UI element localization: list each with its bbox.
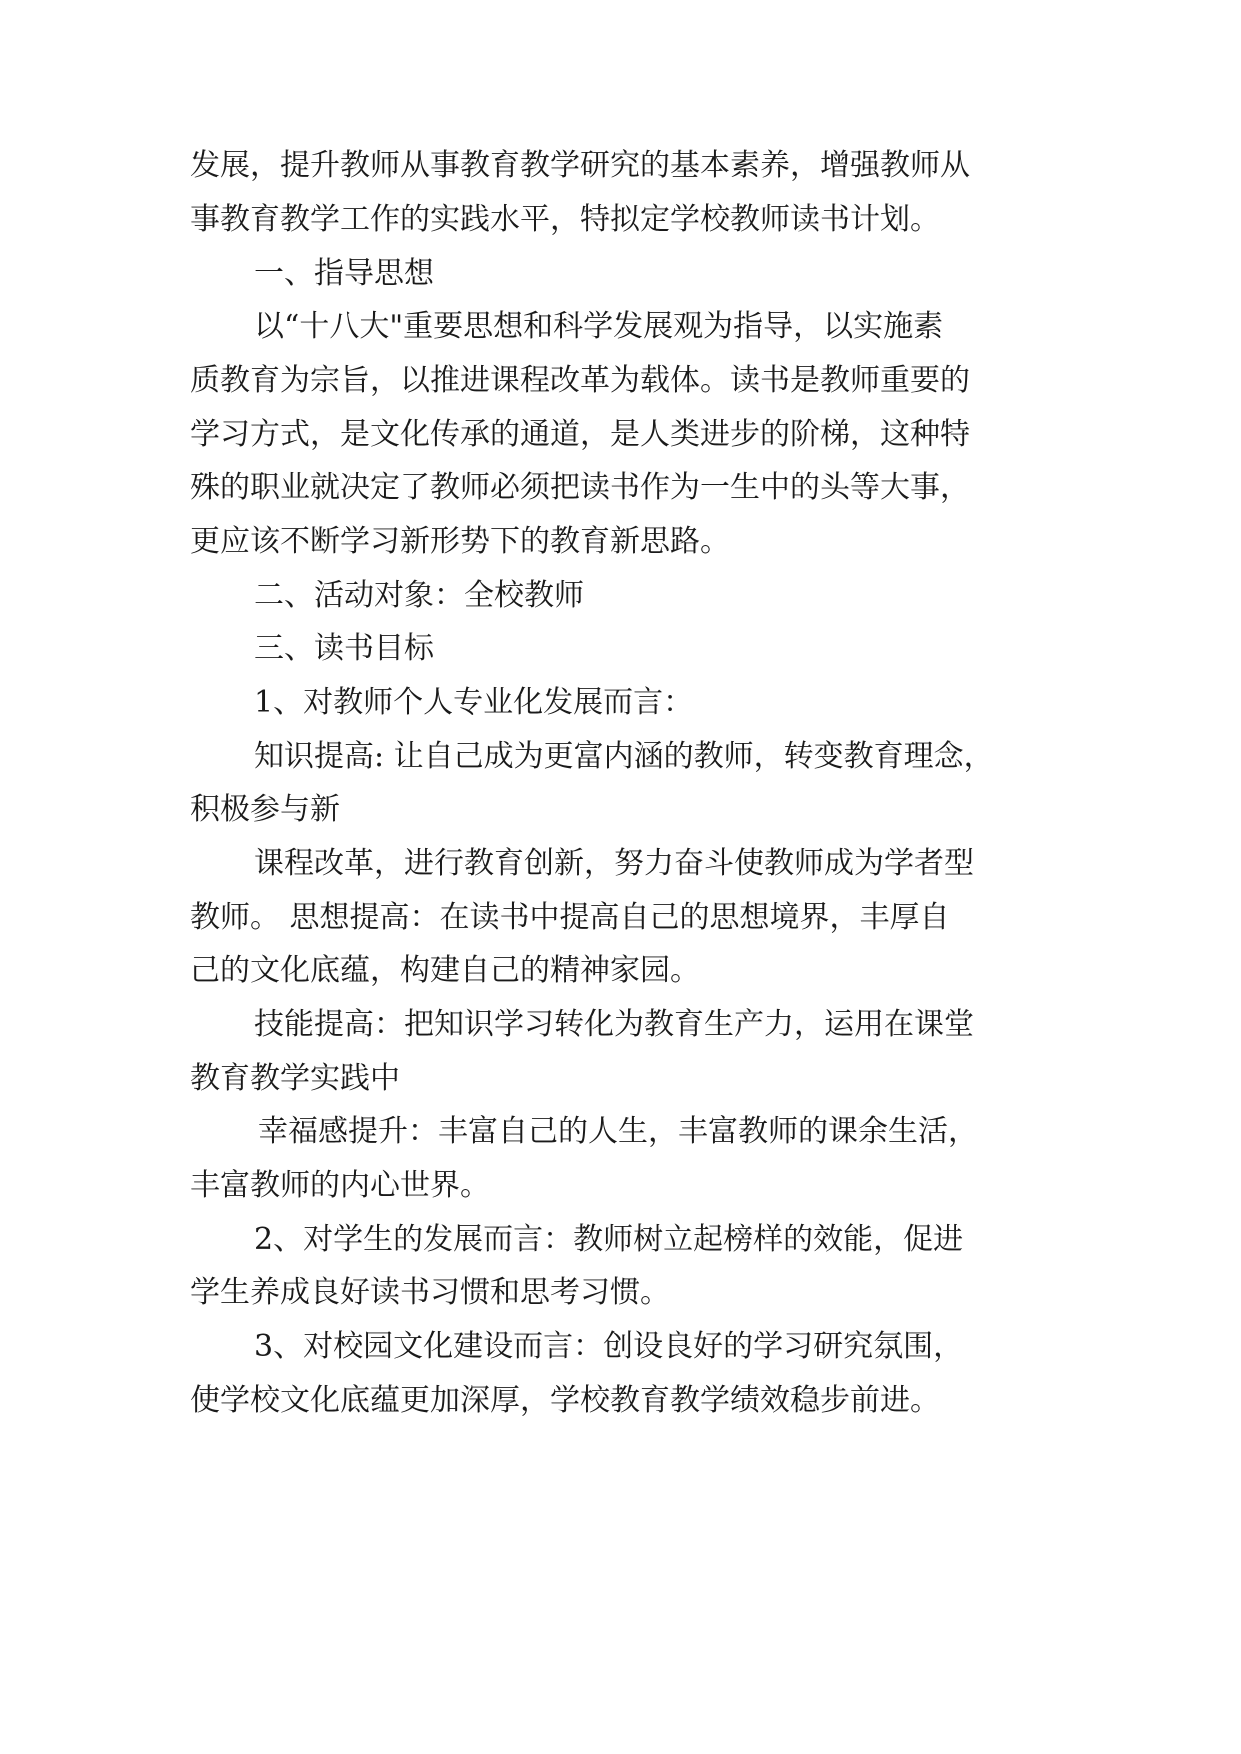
subsection-heading-3: 3、对校园文化建设而言：创设良好的学习研究氛围， [254, 1329, 964, 1364]
section-heading-1: 一、指导思想 [254, 256, 434, 291]
text-line-5: 质教育为宗旨，以推进课程改革为载体。读书是教师重要的 [190, 363, 970, 398]
text-line-8: 更应该不断学习新形势下的教育新思路。 [190, 524, 730, 559]
section-heading-2: 二、活动对象：全校教师 [254, 578, 584, 613]
text-line-18: 教育教学实践中 [190, 1061, 400, 1096]
text-line-20: 丰富教师的内心世界。 [190, 1168, 490, 1203]
text-line-13: 积极参与新 [190, 792, 340, 827]
subsection-heading-2: 2、对学生的发展而言：教师树立起榜样的效能，促进 [254, 1222, 964, 1257]
text-line-14: 课程改革，进行教育创新，努力奋斗使教师成为学者型 [254, 846, 974, 881]
section-heading-3: 三、读书目标 [254, 631, 434, 666]
text-line-16: 己的文化底蕴，构建自己的精神家园。 [190, 953, 700, 988]
text-line-2: 事教育教学工作的实践水平，特拟定学校教师读书计划。 [190, 202, 940, 237]
text-line-12: 知识提高: 让自己成为更富内涵的教师，转变教育理念， [254, 739, 994, 774]
text-line-4: 以“十八大"重要思想和科学发展观为指导，以实施素 [254, 309, 944, 344]
text-line-6: 学习方式，是文化传承的通道，是人类进步的阶梯，这种特 [190, 417, 970, 452]
text-line-7: 殊的职业就决定了教师必须把读书作为一生中的头等大事， [190, 470, 970, 505]
text-line-22: 学生养成良好读书习惯和思考习惯。 [190, 1275, 670, 1310]
text-line-15: 教师。 思想提高：在读书中提高自己的思想境界，丰厚自 [190, 900, 950, 935]
text-line-19: 幸福感提升：丰富自己的人生，丰富教师的课余生活， [258, 1114, 978, 1149]
text-line-1: 发展，提升教师从事教育教学研究的基本素养，增强教师从 [190, 148, 970, 183]
subsection-heading-1: 1、对教师个人专业化发展而言： [254, 685, 694, 720]
text-line-17: 技能提高：把知识学习转化为教育生产力，运用在课堂 [254, 1007, 974, 1042]
text-line-24: 使学校文化底蕴更加深厚，学校教育教学绩效稳步前进。 [190, 1383, 940, 1418]
